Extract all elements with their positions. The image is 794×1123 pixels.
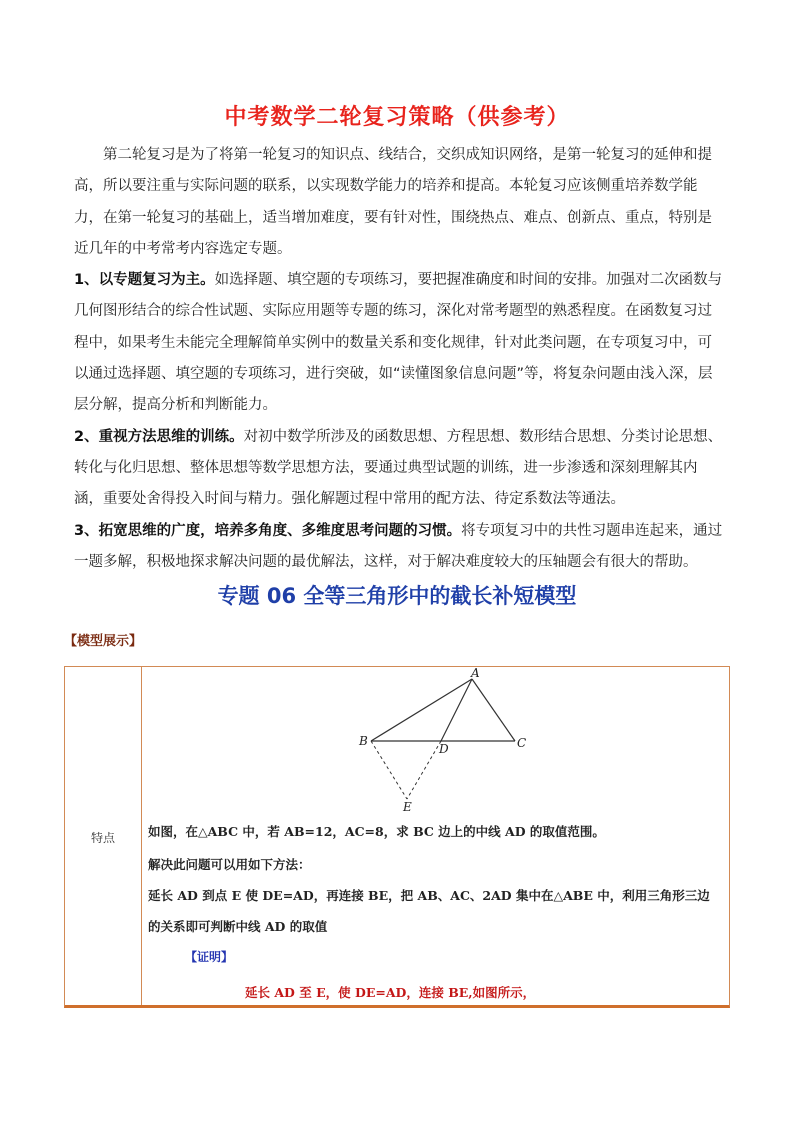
point-3-body: 将专项复习中的共性习题串连起来，通过一题多解，积极地探求解决问题的最优解法，这样，对于解决难度较大的压轴题会有很大的帮助。 <box>74 522 723 570</box>
model-table <box>64 666 730 1008</box>
page-title: 中考数学二轮复习策略（供参考） <box>224 105 570 130</box>
label-e: E <box>403 800 412 814</box>
point-2-body: 对初中数学所涉及的函数思想、方程思想、数形结合思想、分类讨论思想、转化与化归思想、整体思想等数学思想方法，要通过典型试题的训练，进一步渗透和深刻理解其内涵，重要处舍得投入时间与精力。强化解题过程中常用的配方法、待定系数法等通法。 <box>74 428 723 508</box>
triangle-sides <box>371 679 515 741</box>
segment-be <box>371 741 407 799</box>
label-d: D <box>439 742 449 756</box>
label-a: A <box>471 667 480 680</box>
point-2-heading: 2、重视方法思维的训练。 <box>74 428 244 445</box>
problem-statement: 如图，在△ABC 中，若 AB=12，AC=8，求 BC 边上的中线 AD 的取值范围。 <box>148 824 605 839</box>
point-3-heading: 3、拓宽思维的广度，培养多角度、多维度思考问题的习惯。 <box>74 522 462 539</box>
point-1 <box>74 265 724 421</box>
topic-title: 专题 06 全等三角形中的截长补短模型 <box>217 584 577 608</box>
point-1-heading: 1、以专题复习为主。 <box>74 272 215 289</box>
model-section-label: 【模型展示】 <box>64 634 143 649</box>
method-line-2: 的关系即可判断中线 AD 的取值 <box>148 919 328 934</box>
point-3 <box>74 516 724 579</box>
point-1-body: 如选择题、填空题的专项练习，要把握准确度和时间的安排。加强对二次函数与几何图形结合的综合性试题、实际应用题等专题的练习，深化对常考题型的熟悉程度。在函数复习过程中，如果考生未能完全理解简单实例中的数量关系和变化规律，针对此类问题，在专项复习中，可以通过选择题、填空题的专项练习，进行突破，如“读懂图象信息问题”等，将复杂问题由浅入深，层层分解，提高分析和判断能力。 <box>74 272 723 414</box>
row-header-features: 特点 <box>90 831 115 845</box>
point-2 <box>74 422 724 516</box>
intro-paragraph: 第二轮复习是为了将第一轮复习的知识点、线结合，交织成知识网络，是第一轮复习的延伸和提高，所以要注重与实际问题的联系，以实现数学能力的培养和提高。本轮复习应该侧重培养数学能力，在第一轮复习的基础上，适当增加难度，要有针对性，围绕热点、难点、创新点、重点，特别是近几年的中考常考内容选定专题。 <box>74 147 712 257</box>
label-b: B <box>359 734 368 748</box>
dashed-extensions <box>371 741 441 799</box>
proof-label: 【证明】 <box>185 950 234 964</box>
intro-section <box>74 140 724 578</box>
method-line-1: 延长 AD 到点 E 使 DE=AD，再连接 BE，把 AB、AC、2AD 集中在△ABE 中，利用三角形三边 <box>148 888 710 903</box>
segment-de <box>407 741 441 799</box>
proof-step-1: 延长 AD 至 E，使 DE=AD，连接 BE,如图所示， <box>245 985 536 1000</box>
segment-ac <box>472 679 515 741</box>
method-intro: 解决此问题可以用如下方法： <box>148 857 311 872</box>
label-c: C <box>517 736 527 750</box>
triangle-diagram <box>355 667 555 817</box>
table-column-divider <box>141 667 142 1005</box>
